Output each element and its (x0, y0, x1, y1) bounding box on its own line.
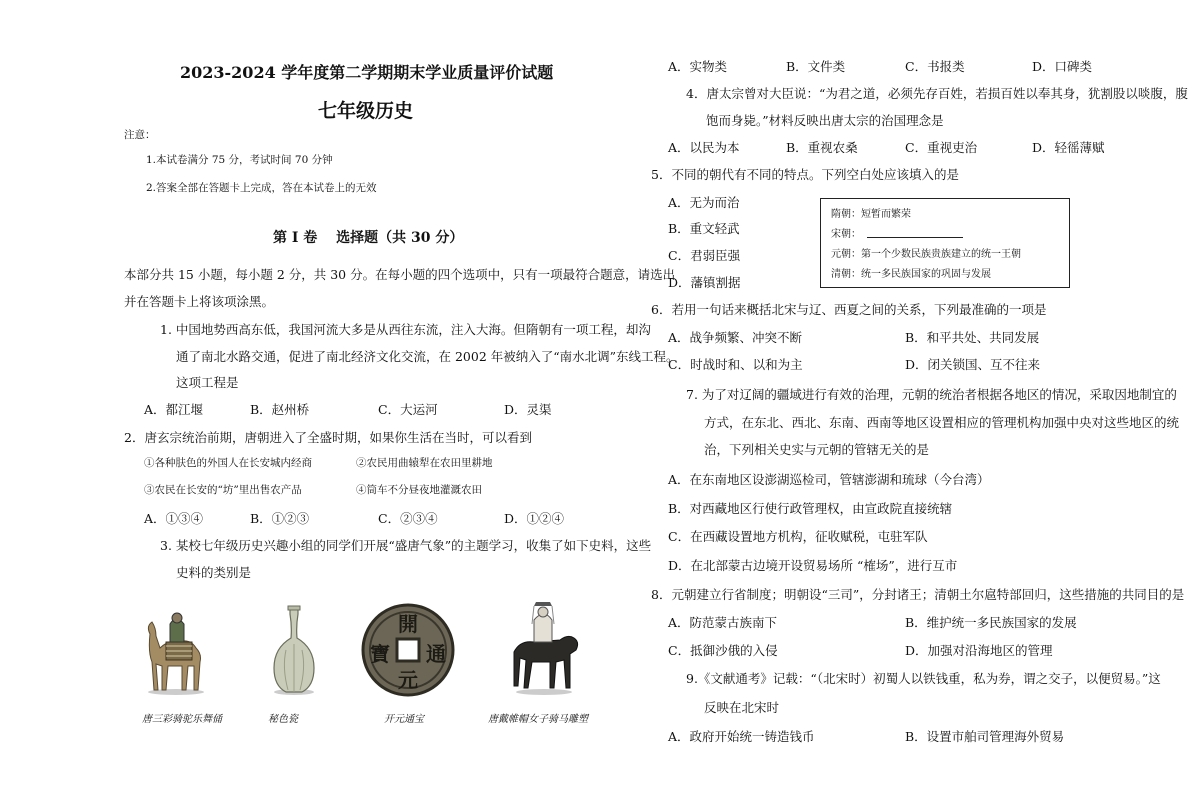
caption-coin: 开元通宝 (384, 714, 424, 725)
q9-stem-1: 9.《文献通考》记载：“（北宋时）初蜀人以铁钱重，私为券，谓之交子，以便贸易。”这 (686, 671, 1161, 686)
q2-option-c: C．②③④ (378, 511, 438, 526)
horse-rider-sculpture-image (504, 598, 586, 696)
celadon-vase-image (266, 604, 322, 696)
q1-option-b: B．赵州桥 (250, 402, 310, 417)
section-intro-2: 并在答题卡上将该项涂黑。 (124, 294, 275, 309)
section-intro-1: 本部分共 15 小题，每小题 2 分，共 30 分。在每小题的四个选项中，只有一项最符合题意，请选出 (124, 267, 676, 282)
q5-option-d: D．藩镇割据 (668, 275, 741, 290)
q5-option-b: B．重文轻武 (668, 221, 740, 236)
coin-char-bottom: 元 (398, 668, 418, 692)
q8-option-d: D．加强对沿海地区的管理 (905, 643, 1053, 658)
q3-stem-2: 史料的类别是 (176, 565, 252, 580)
dynasty-table-box (820, 198, 1070, 288)
q7-stem-2: 方式，在东北、西北、东南、西南等地区设置相应的管理机构加强中央对这些地区的统 (704, 415, 1180, 430)
q2-item-4: ④筒车不分昼夜地灌溉农田 (356, 484, 482, 496)
notice-label: 注意： (124, 129, 156, 141)
q6-option-c: C．时战时和、以和为主 (668, 357, 803, 372)
q2-stem: 2．唐玄宗统治前期，唐朝进入了全盛时期，如果你生活在当时，可以看到 (124, 430, 532, 445)
q6-option-d: D．闭关锁国、互不往来 (905, 357, 1041, 372)
q7-option-b: B．对西藏地区行使行政管理权，由宣政院直接统辖 (668, 501, 953, 516)
q2-item-1: ①各种肤色的外国人在长安城内经商 (144, 457, 312, 469)
q6-option-b: B．和平共处、共同发展 (905, 330, 1040, 345)
q9-option-b: B．设置市舶司管理海外贸易 (905, 729, 1065, 744)
q1-option-a: A．都江堰 (144, 402, 204, 417)
q5-option-a: A．无为而治 (668, 195, 740, 210)
q5-option-c: C．君弱臣强 (668, 248, 741, 263)
q1-stem-3: 这项工程是 (176, 375, 239, 390)
q2-item-3: ③农民在长安的“坊”里出售农产品 (144, 484, 302, 496)
q6-option-a: A．战争频繁、冲突不断 (668, 330, 803, 345)
q1-option-d: D．灵渠 (504, 402, 552, 417)
q3-stem-1: 3. 某校七年级历史兴趣小组的同学们开展“盛唐气象”的主题学习，收集了如下史料，这些 (160, 538, 652, 553)
notice-item-2: 2.答案全部在答题卡上完成，答在本试卷上的无效 (146, 182, 377, 194)
coin-char-right: 通 (426, 642, 446, 666)
q8-option-c: C．抵御沙俄的入侵 (668, 643, 778, 658)
q6-stem: 6．若用一句话来概括北宋与辽、西夏之间的关系，下列最准确的一项是 (651, 302, 1047, 317)
caption-camel: 唐三彩骑驼乐舞俑 (142, 714, 222, 725)
q1-option-c: C．大运河 (378, 402, 438, 417)
exam-subtitle: 七年级历史 (318, 100, 414, 122)
q4-option-a: A．以民为本 (668, 140, 740, 155)
box-blank-line (867, 237, 963, 238)
q1-stem-2: 通了南北水路交通，促进了南北经济文化交流，在 2002 年被纳入了“南水北调”东线工程。 (176, 349, 679, 364)
q8-option-a: A．防范蒙古族南下 (668, 615, 778, 630)
caption-vase: 秘色瓷 (268, 714, 298, 725)
q7-option-d: D．在北部蒙古边境开设贸易场所 “榷场”，进行互市 (668, 558, 958, 573)
box-line-song: 宋朝： (831, 229, 861, 240)
coin-char-top: 開 (398, 612, 418, 636)
q5-stem: 5．不同的朝代有不同的特点。下列空白处应该填入的是 (651, 167, 959, 182)
q7-option-a: A．在东南地区设澎湖巡检司，管辖澎湖和琉球（今台湾） (668, 472, 990, 487)
notice-item-1: 1.本试卷满分 75 分，考试时间 70 分钟 (146, 154, 333, 166)
q4-option-d: D．轻徭薄赋 (1032, 140, 1105, 155)
q4-option-c: C．重视吏治 (905, 140, 978, 155)
q9-stem-2: 反映在北宋时 (704, 700, 780, 715)
q2-option-d: D．①②④ (504, 511, 565, 526)
q9-option-a: A．政府开始统一铸造钱币 (668, 729, 815, 744)
q4-stem-1: 4．唐太宗曾对大臣说：“为君之道，必须先存百姓，若损百姓以奉其身，犹割股以啖腹，腹 (686, 86, 1188, 101)
q7-stem-1: 7. 为了对辽阔的疆域进行有效的治理，元朝的统治者根据各地区的情况，采取因地制宜的 (686, 387, 1177, 402)
q4-stem-2: 饱而身毙。”材料反映出唐太宗的治国理念是 (706, 113, 944, 128)
q3-option-a: A．实物类 (668, 59, 728, 74)
camel-figurine-image (138, 604, 214, 696)
box-line-sui: 隋朝：短暂而繁荣 (831, 209, 911, 220)
q8-stem: 8．元朝建立行省制度；明朝设“三司”，分封诸王；清朝土尔扈特部回归，这些措施的共同目的是 (651, 587, 1185, 602)
exam-title: 2023-2024 学年度第二学期期末学业质量评价试题 (180, 63, 554, 82)
q3-option-b: B．文件类 (786, 59, 846, 74)
q3-option-c: C．书报类 (905, 59, 965, 74)
q2-option-b: B．①②③ (250, 511, 310, 526)
q3-option-d: D．口碑类 (1032, 59, 1093, 74)
q7-option-c: C．在西藏设置地方机构，征收赋税，屯驻军队 (668, 529, 928, 544)
section-title: 第 I 卷 选择题（共 30 分） (273, 230, 464, 246)
q1-stem-1: 1. 中国地势西高东低，我国河流大多是从西往东流，注入大海。但隋朝有一项工程，却沟 (160, 322, 651, 337)
q8-option-b: B．维护统一多民族国家的发展 (905, 615, 1077, 630)
box-line-yuan: 元朝：第一个少数民族贵族建立的统一王朝 (831, 249, 1021, 260)
box-line-qing: 清朝：统一多民族国家的巩固与发展 (831, 269, 991, 280)
q4-option-b: B．重视农桑 (786, 140, 858, 155)
q2-item-2: ②农民用曲辕犁在农田里耕地 (356, 457, 493, 469)
coin-char-left: 寶 (370, 642, 390, 666)
caption-rider: 唐戴帷帽女子骑马雕塑 (488, 714, 588, 725)
kaiyuan-coin-image (360, 602, 456, 698)
q7-stem-3: 治，下列相关史实与元朝的管辖无关的是 (704, 442, 930, 457)
q2-option-a: A．①③④ (144, 511, 204, 526)
